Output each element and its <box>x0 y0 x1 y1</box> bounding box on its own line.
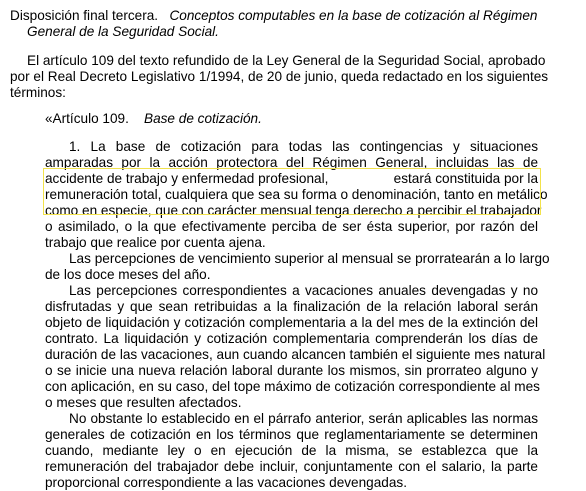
intro-line-2: por el Real Decreto Legislativo 1/1994, de 20 de junio, queda redactado en los siguientes <box>10 69 549 84</box>
para1-line-6: o asimilado, o la que efectivamente perciba de ser ésta superior, por razón del <box>45 219 538 234</box>
para4-line-2: generales de cotización en los términos que reglamentariamente se determinen <box>45 427 538 442</box>
para2-line-2: de los doce meses del año. <box>45 267 211 282</box>
heading-prefix: Disposición final tercera. <box>10 8 159 23</box>
heading-title-line1: Conceptos computables en la base de cotización al Régimen <box>169 8 538 23</box>
para1-line-4: remuneración total, cualquiera que sea su forma o denominación, tanto en metálico <box>45 187 548 202</box>
para1-line-5: como en especie, que con carácter mensual tenga derecho a percibir el trabajador <box>45 203 542 218</box>
para1-line-3a: accidente de trabajo y enfermedad profesional, <box>45 171 329 186</box>
section-heading <box>10 8 540 24</box>
article-title: Base de cotización. <box>144 111 262 126</box>
para4-line-1: No obstante lo establecido en el párrafo anterior, serán aplicables las normas <box>69 411 538 426</box>
article-heading <box>45 111 262 127</box>
para3-line-2: disfrutadas y que sean retribuidas a la finalización de la relación laboral serán <box>45 299 538 314</box>
para3-line-5: duración de las vacaciones, aun cuando alcancen también el siguiente mes natural <box>45 347 546 362</box>
para1-line-3 <box>45 171 538 187</box>
para3-line-6: o se inicie una nueva relación laboral durante los mismos, sin prorrateo alguno y <box>45 363 538 378</box>
para3-line-7: con aplicación, en su caso, del tope máximo de cotización correspondiente al mes <box>45 379 540 394</box>
para1-line-2: amparadas por la acción protectora del Régimen General, incluidas las de <box>45 155 538 170</box>
para2-line-1: Las percepciones de vencimiento superior al mensual se prorratearán a lo largo <box>69 251 550 266</box>
para4-line-4: remuneración del trabajador debe incluir, conjuntamente con el salario, la parte <box>45 459 538 474</box>
heading-title-line2: General de la Seguridad Social. <box>27 24 219 39</box>
para3-line-4: contrato. La liquidación y cotización complementaria comprenderán los días de <box>45 331 538 346</box>
para3-line-1: Las percepciones correspondientes a vacaciones anuales devengadas y no <box>69 283 538 298</box>
para3-line-3: objeto de liquidación y cotización complementaria a la del mes de la extinción del <box>45 315 538 330</box>
intro-line-3: términos: <box>10 85 66 100</box>
article-number: «Artículo 109. <box>45 111 129 126</box>
para1-line-7: trabajo que realice por cuenta ajena. <box>45 235 266 250</box>
para3-line-8: o meses que resulten afectados. <box>45 395 242 410</box>
para1-line-1: 1. La base de cotización para todas las contingencias y situaciones <box>69 139 538 154</box>
para4-line-5: proporcional correspondiente a las vacaciones devengadas. <box>45 475 407 490</box>
intro-line-1: El artículo 109 del texto refundido de la Ley General de la Seguridad Social, aprobado <box>27 53 546 68</box>
para1-line-3b: estará constituida por la <box>393 171 538 186</box>
para4-line-3: cuando, mediante ley o en ejecución de la misma, se establezca que la <box>45 443 538 458</box>
